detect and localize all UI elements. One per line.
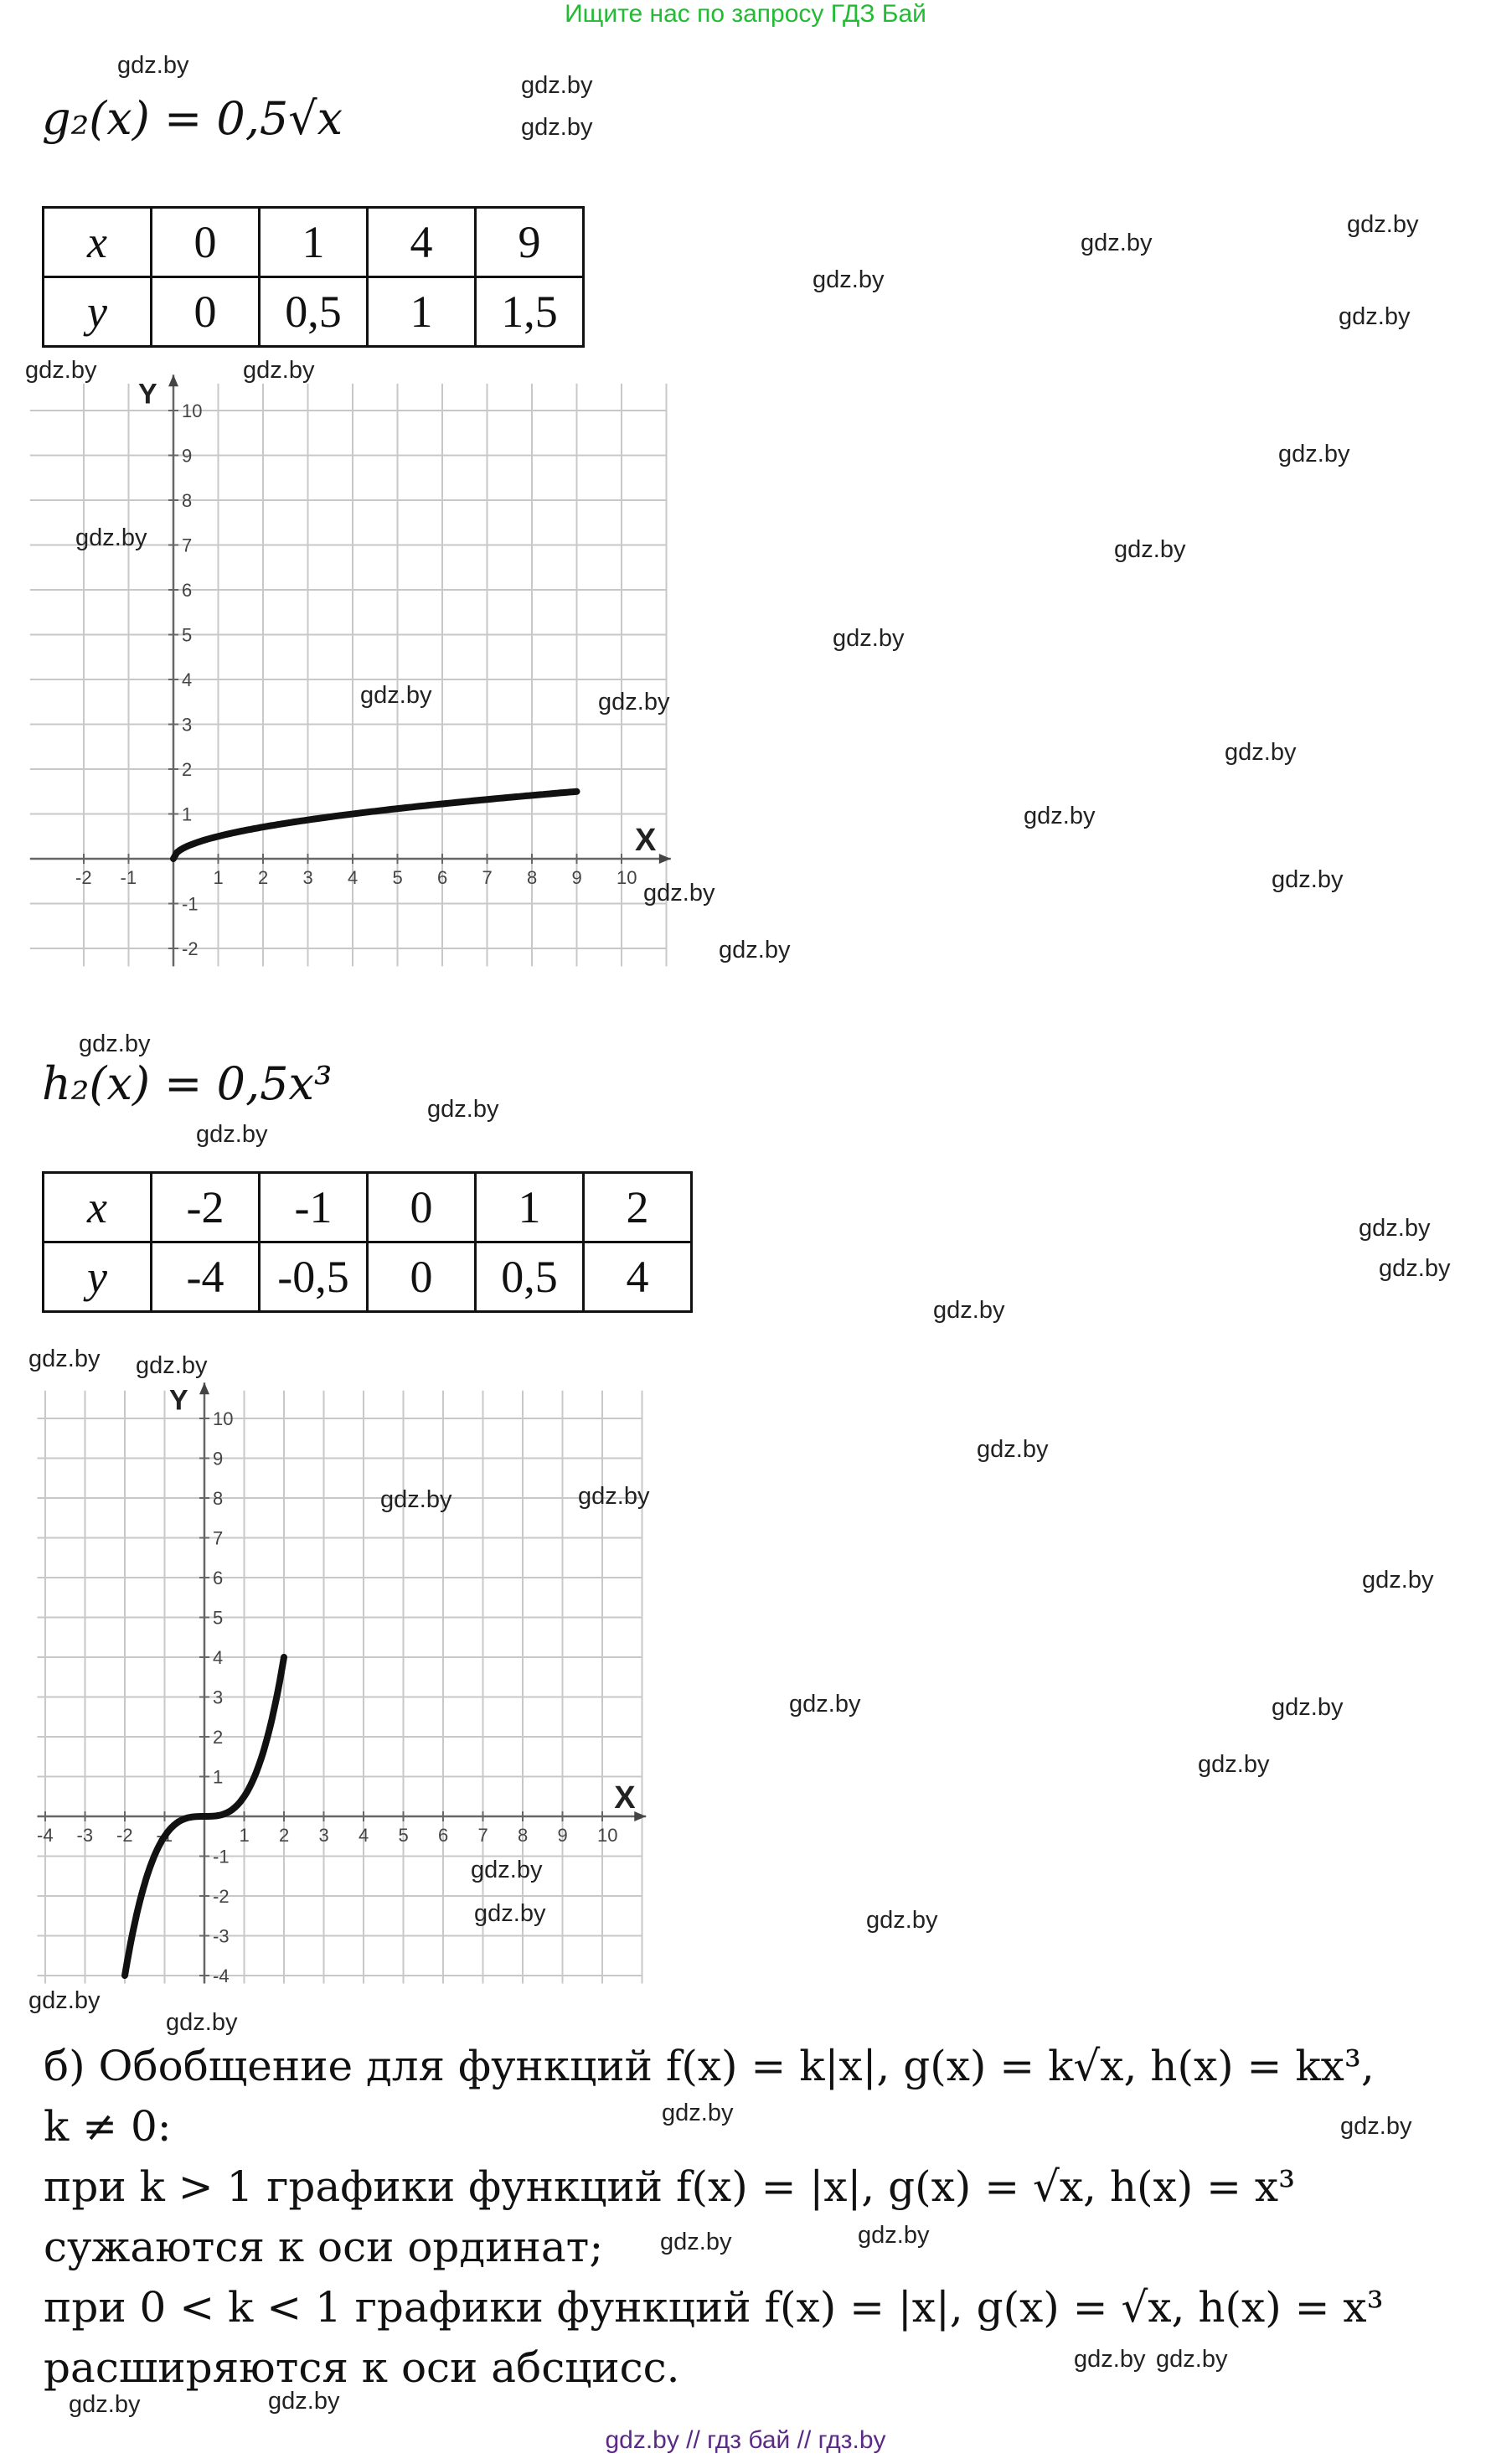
watermark: gdz.by [380, 1486, 452, 1513]
watermark: gdz.by [521, 72, 593, 99]
watermark: gdz.by [1278, 441, 1350, 467]
table-cell: 4 [584, 1242, 692, 1312]
y-tick-label: 9 [213, 1448, 224, 1470]
table-cell: 9 [476, 208, 584, 277]
watermark: gdz.by [1074, 2346, 1146, 2373]
x-tick-label: 10 [617, 867, 637, 888]
watermark: gdz.by [813, 266, 885, 293]
watermark: gdz.by [1379, 1255, 1451, 1282]
watermark: gdz.by [719, 937, 791, 963]
x-tick-label: 7 [477, 1825, 488, 1846]
table-cell: 0,5 [476, 1242, 584, 1312]
y-tick-label: 4 [213, 1647, 224, 1668]
x-tick-label: -4 [37, 1825, 54, 1846]
watermark: gdz.by [28, 1346, 101, 1372]
function-curve [173, 792, 577, 859]
watermark: gdz.by [360, 682, 432, 709]
x-tick-label: 9 [557, 1825, 568, 1846]
watermark: gdz.by [471, 1857, 543, 1883]
y-tick-label: -4 [213, 1966, 230, 1986]
watermark: gdz.by [833, 625, 905, 652]
watermark: gdz.by [977, 1436, 1049, 1463]
watermark: gdz.by [1362, 1567, 1434, 1594]
graph-g2 [34, 378, 657, 1005]
y-tick-label: 1 [213, 1766, 224, 1788]
y-tick-label: 7 [213, 1527, 224, 1549]
y-tick-label: -2 [182, 938, 199, 959]
y-axis-arrow-icon [168, 375, 178, 386]
y-tick-label: 2 [213, 1727, 224, 1748]
conclusion-line: при k > 1 графики функций f(x) = |x|, g(x) = √x, h(x) = x³ [44, 2162, 1296, 2211]
table-row [44, 208, 584, 277]
x-tick-label: 6 [437, 867, 448, 888]
watermark: gdz.by [69, 2391, 141, 2418]
footer-links[interactable]: gdz.by // гдз бай // гдз.by [605, 2426, 886, 2454]
y-axis-label: Y [138, 378, 157, 411]
y-tick-label: 2 [182, 759, 193, 780]
y-tick-label: 10 [182, 400, 203, 421]
table-cell: -2 [152, 1173, 260, 1242]
watermark: gdz.by [1198, 1751, 1270, 1778]
x-tick-label: 1 [213, 867, 224, 888]
table-cell: 0 [152, 208, 260, 277]
watermark: gdz.by [933, 1297, 1005, 1324]
x-tick-label: 5 [398, 1825, 409, 1846]
x-tick-label: 9 [571, 867, 582, 888]
y-tick-label: -1 [182, 893, 199, 915]
y-tick-label: 7 [182, 535, 193, 556]
y-tick-label: 5 [182, 624, 193, 646]
table-header-x: x [44, 1173, 152, 1242]
watermark: gdz.by [75, 524, 147, 551]
watermark: gdz.by [427, 1096, 499, 1123]
y-tick-label: -3 [213, 1925, 230, 1947]
watermark: gdz.by [166, 2009, 238, 2036]
watermark: gdz.by [789, 1691, 861, 1718]
table-cell: 1,5 [476, 277, 584, 347]
table-cell: -4 [152, 1242, 260, 1312]
x-axis-arrow-icon [659, 854, 671, 864]
watermark: gdz.by [1081, 230, 1153, 256]
x-tick-label: -2 [116, 1825, 133, 1846]
watermark: gdz.by [866, 1907, 938, 1934]
x-axis-label: X [635, 823, 657, 858]
x-tick-label: -3 [76, 1825, 94, 1846]
table-cell: 1 [476, 1173, 584, 1242]
top-banner[interactable]: Ищите нас по запросу ГДЗ Бай [565, 0, 926, 28]
table-header-y: y [44, 1242, 152, 1312]
value-table-h2 [42, 1171, 693, 1313]
watermark: gdz.by [1339, 303, 1411, 330]
watermark: gdz.by [1114, 536, 1186, 563]
watermark: gdz.by [1225, 739, 1297, 766]
watermark: gdz.by [598, 689, 670, 715]
conclusion-line: k ≠ 0: [44, 2102, 172, 2151]
watermark: gdz.by [643, 880, 715, 907]
table-row [44, 1173, 692, 1242]
y-tick-label: 10 [213, 1408, 234, 1429]
table-row [44, 1242, 692, 1312]
table-cell: -1 [260, 1173, 368, 1242]
x-tick-label: 6 [438, 1825, 449, 1846]
x-tick-label: -1 [156, 1825, 173, 1846]
x-tick-label: -1 [120, 867, 137, 888]
conclusion-line: б) Обобщение для функций f(x) = k|x|, g(x) = k√x, h(x) = kx³, [44, 2042, 1375, 2090]
watermark: gdz.by [578, 1483, 650, 1510]
x-tick-label: 8 [518, 1825, 529, 1846]
table-header-y: y [44, 277, 152, 347]
watermark: gdz.by [268, 2388, 340, 2415]
x-tick-label: 3 [302, 867, 313, 888]
x-tick-label: 5 [392, 867, 403, 888]
y-tick-label: -2 [213, 1886, 230, 1907]
y-tick-label: 5 [213, 1607, 224, 1629]
table-cell: 2 [584, 1173, 692, 1242]
watermark: gdz.by [858, 2222, 930, 2249]
y-tick-label: 1 [182, 803, 193, 825]
y-tick-label: 6 [213, 1568, 224, 1588]
conclusion [44, 2036, 1468, 2398]
watermark: gdz.by [25, 357, 97, 384]
watermark: gdz.by [521, 114, 593, 141]
watermark: gdz.by [1359, 1215, 1431, 1242]
formula-g2: g₂(x) = 0,5√x [42, 92, 343, 145]
table-cell: 0 [152, 277, 260, 347]
x-tick-label: 10 [597, 1825, 618, 1846]
watermark: gdz.by [243, 357, 315, 384]
x-tick-label: 2 [279, 1825, 290, 1846]
y-tick-label: 8 [182, 490, 193, 511]
y-tick-label: 6 [182, 580, 193, 601]
x-tick-label: 1 [239, 1825, 250, 1846]
x-tick-label: 2 [258, 867, 269, 888]
table-cell: 4 [368, 208, 476, 277]
x-tick-label: 3 [318, 1825, 329, 1846]
x-tick-label: -2 [75, 867, 92, 888]
watermark: gdz.by [474, 1900, 546, 1927]
watermark: gdz.by [1156, 2346, 1228, 2373]
graph-h2 [34, 1384, 645, 2002]
table-cell: 1 [368, 277, 476, 347]
x-axis-arrow-icon [634, 1811, 646, 1821]
y-tick-label: 8 [213, 1488, 224, 1509]
x-tick-label: 4 [359, 1825, 369, 1846]
formula-h2: h₂(x) = 0,5x³ [42, 1057, 333, 1110]
x-tick-label: 8 [527, 867, 538, 888]
table-cell: 0,5 [260, 277, 368, 347]
watermark: gdz.by [1272, 1694, 1344, 1721]
y-tick-label: -1 [213, 1846, 230, 1867]
watermark: gdz.by [117, 52, 189, 79]
watermark: gdz.by [79, 1031, 151, 1057]
table-cell: 0 [368, 1242, 476, 1312]
y-tick-label: 3 [182, 714, 193, 736]
y-tick-label: 3 [213, 1687, 224, 1708]
conclusion-line: при 0 < k < 1 графики функций f(x) = |x|, g(x) = √x, h(x) = x³ [44, 2283, 1384, 2332]
watermark: gdz.by [196, 1121, 268, 1148]
watermark: gdz.by [1024, 803, 1096, 829]
watermark: gdz.by [662, 2100, 734, 2126]
y-axis-label: Y [169, 1384, 188, 1417]
table-cell: 1 [260, 208, 368, 277]
watermark: gdz.by [1272, 866, 1344, 893]
y-axis-arrow-icon [199, 1382, 209, 1394]
value-table-g2 [42, 206, 585, 348]
conclusion-line: сужаются к оси ординат; [44, 2223, 604, 2271]
watermark: gdz.by [1347, 211, 1419, 238]
watermark: gdz.by [1340, 2113, 1412, 2140]
table-row [44, 277, 584, 347]
watermark: gdz.by [660, 2229, 732, 2255]
watermark: gdz.by [136, 1352, 208, 1379]
table-cell: 0 [368, 1173, 476, 1242]
table-header-x: x [44, 208, 152, 277]
conclusion-line: расширяются к оси абсцисс. [44, 2343, 680, 2392]
y-tick-label: 4 [182, 669, 193, 690]
table-cell: -0,5 [260, 1242, 368, 1312]
x-axis-label: X [614, 1780, 636, 1816]
watermark: gdz.by [28, 1987, 101, 2014]
x-tick-label: 4 [348, 867, 359, 888]
y-tick-label: 9 [182, 445, 193, 467]
x-tick-label: 7 [482, 867, 493, 888]
